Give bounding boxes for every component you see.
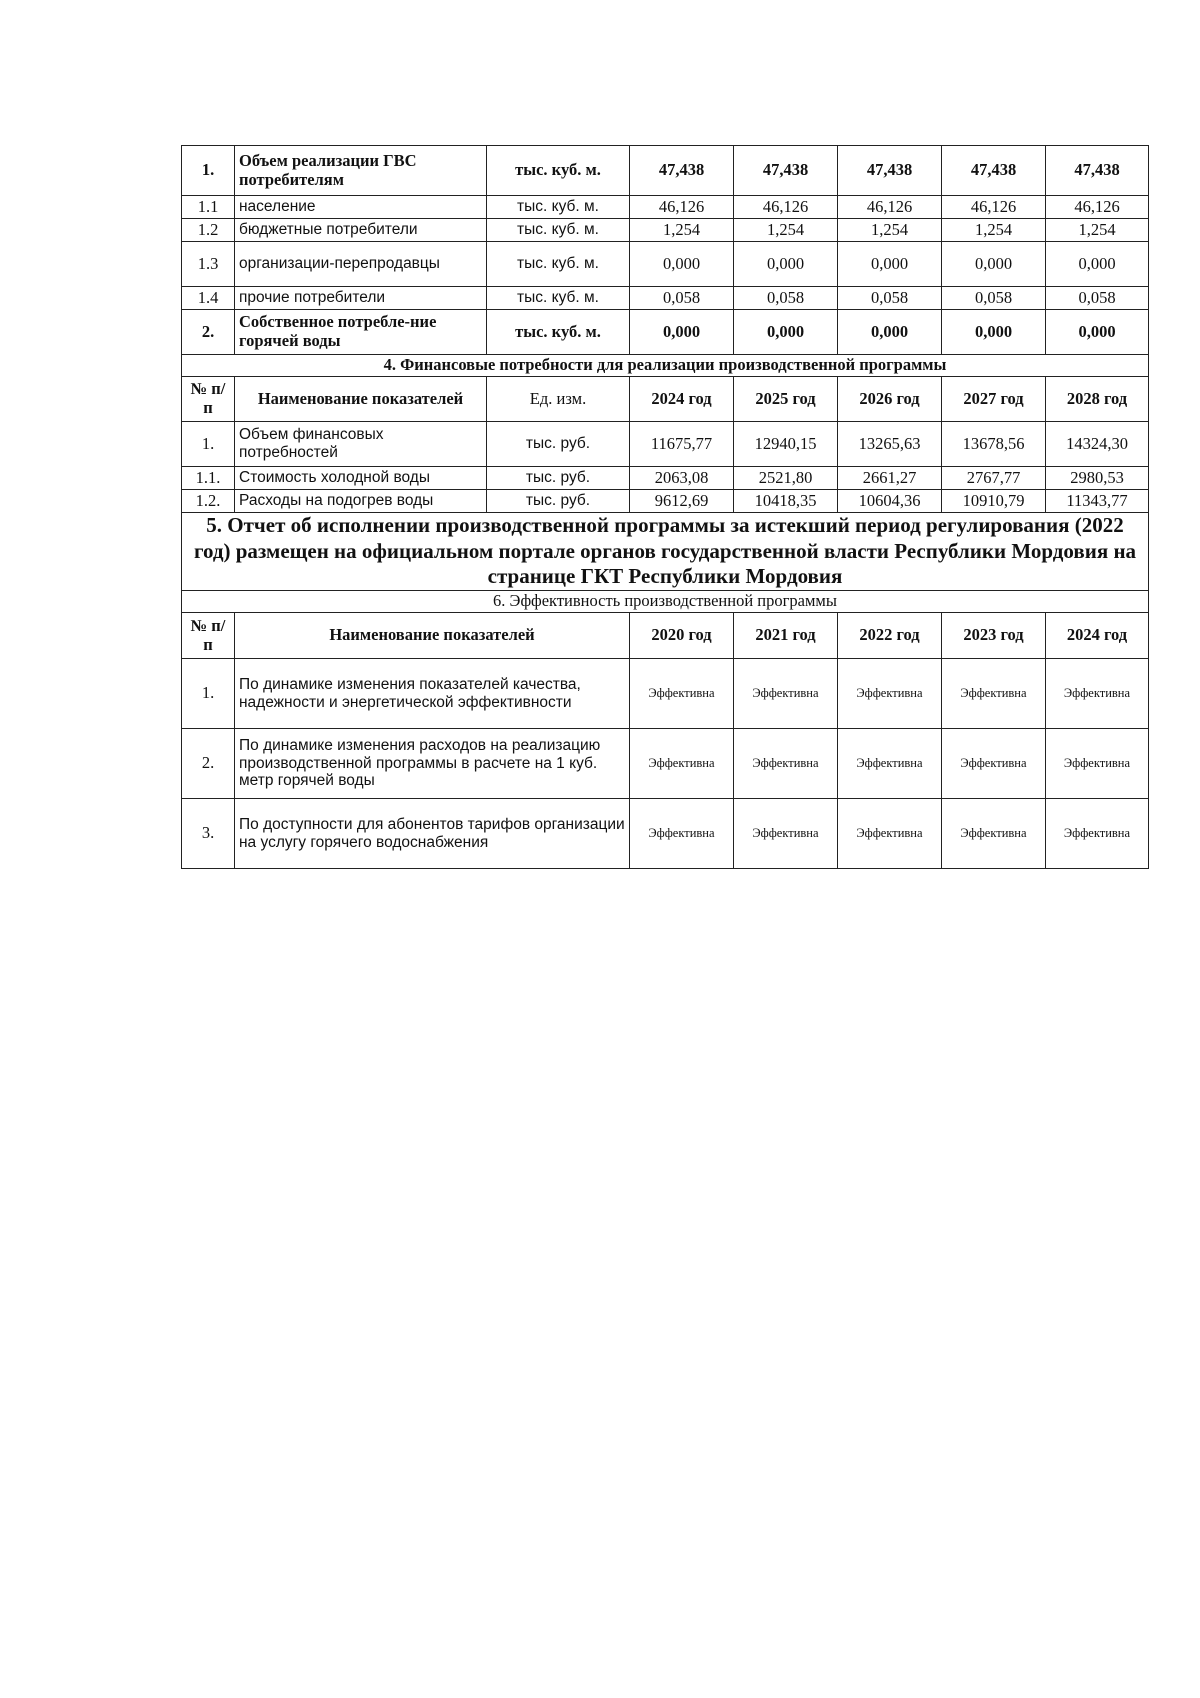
row-value: 1,254: [942, 219, 1046, 242]
table-header-row: [182, 613, 1149, 659]
header-year: 2025 год: [734, 377, 838, 422]
row-unit: тыс. руб.: [487, 422, 630, 467]
row-value: 2980,53: [1046, 467, 1149, 490]
row-name: Объем финансовых потребностей: [235, 422, 487, 467]
row-value: 0,000: [838, 242, 942, 287]
header-name: Наименование показателей: [235, 377, 487, 422]
row-value: 0,058: [942, 287, 1046, 310]
row-value: Эффективна: [1046, 729, 1149, 799]
table-row: [182, 242, 1149, 287]
header-year: 2028 год: [1046, 377, 1149, 422]
row-value: 10910,79: [942, 490, 1046, 513]
row-value: Эффективна: [942, 799, 1046, 869]
row-number: 1.3: [182, 242, 235, 287]
row-value: 9612,69: [630, 490, 734, 513]
table-header-row: [182, 377, 1149, 422]
table-row: [182, 146, 1149, 196]
row-unit: тыс. куб. м.: [487, 287, 630, 310]
row-name: По динамике изменения показателей качества, надежности и энергетической эффективности: [235, 659, 630, 729]
row-value: 1,254: [734, 219, 838, 242]
row-name: население: [235, 196, 487, 219]
row-name: прочие потребители: [235, 287, 487, 310]
header-year: 2026 год: [838, 377, 942, 422]
row-name: Расходы на подогрев воды: [235, 490, 487, 513]
header-year: 2021 год: [734, 613, 838, 659]
row-unit: тыс. куб. м.: [487, 146, 630, 196]
row-value: 0,000: [942, 310, 1046, 355]
row-number: 3.: [182, 799, 235, 869]
row-value: Эффективна: [942, 659, 1046, 729]
row-value: Эффективна: [942, 729, 1046, 799]
row-number: 1.1: [182, 196, 235, 219]
row-name: Стоимость холодной воды: [235, 467, 487, 490]
row-value: 46,126: [838, 196, 942, 219]
row-value: 11675,77: [630, 422, 734, 467]
row-value: 13265,63: [838, 422, 942, 467]
row-value: 0,000: [1046, 310, 1149, 355]
row-value: 0,000: [630, 310, 734, 355]
row-name: бюджетные потребители: [235, 219, 487, 242]
row-number: 1.4: [182, 287, 235, 310]
row-value: 0,000: [1046, 242, 1149, 287]
row-value: 11343,77: [1046, 490, 1149, 513]
row-unit: тыс. куб. м.: [487, 310, 630, 355]
table-row: [182, 422, 1149, 467]
row-name: Собственное потребле-ние горячей воды: [235, 310, 487, 355]
row-value: 2661,27: [838, 467, 942, 490]
row-value: Эффективна: [838, 729, 942, 799]
row-value: 0,058: [1046, 287, 1149, 310]
row-value: 0,000: [734, 310, 838, 355]
row-value: 0,000: [630, 242, 734, 287]
row-value: 47,438: [942, 146, 1046, 196]
row-value: 2521,80: [734, 467, 838, 490]
row-value: 1,254: [838, 219, 942, 242]
row-value: Эффективна: [734, 729, 838, 799]
header-year: 2024 год: [630, 377, 734, 422]
header-number: № п/п: [182, 377, 235, 422]
row-value: 2063,08: [630, 467, 734, 490]
table-row: [182, 310, 1149, 355]
header-unit: Ед. изм.: [487, 377, 630, 422]
row-value: Эффективна: [734, 659, 838, 729]
row-number: 1.: [182, 659, 235, 729]
table-row: [182, 287, 1149, 310]
row-value: 46,126: [942, 196, 1046, 219]
row-value: Эффективна: [838, 659, 942, 729]
row-value: 0,058: [630, 287, 734, 310]
section-title-row: [182, 355, 1149, 377]
table-row: [182, 659, 1149, 729]
row-unit: тыс. руб.: [487, 490, 630, 513]
row-number: 2.: [182, 729, 235, 799]
section-6-title: 6. Эффективность производственной программы: [182, 591, 1149, 613]
row-value: 0,000: [838, 310, 942, 355]
header-year: 2022 год: [838, 613, 942, 659]
row-value: 0,058: [838, 287, 942, 310]
row-value: 47,438: [1046, 146, 1149, 196]
row-value: 47,438: [838, 146, 942, 196]
row-value: 10604,36: [838, 490, 942, 513]
section-5-text: 5. Отчет об исполнении производственной программы за истекший период регулирования (2022 год) размещен на официальном портале органов государственной власти Республики Мордовия на странице ГКТ Республики Мордовия: [182, 513, 1149, 591]
section-4-title: 4. Финансовые потребности для реализации производственной программы: [182, 355, 1149, 377]
row-name: По доступности для абонентов тарифов организации на услугу горячего водоснабжения: [235, 799, 630, 869]
section-title-row: [182, 513, 1149, 591]
row-unit: тыс. куб. м.: [487, 219, 630, 242]
row-value: 10418,35: [734, 490, 838, 513]
table-row: [182, 490, 1149, 513]
table-row: [182, 799, 1149, 869]
row-value: Эффективна: [630, 799, 734, 869]
row-value: Эффективна: [630, 729, 734, 799]
row-unit: тыс. куб. м.: [487, 196, 630, 219]
row-value: Эффективна: [734, 799, 838, 869]
row-value: 46,126: [1046, 196, 1149, 219]
row-value: 0,000: [734, 242, 838, 287]
section-title-row: [182, 591, 1149, 613]
row-number: 1.1.: [182, 467, 235, 490]
table-row: [182, 467, 1149, 490]
row-value: Эффективна: [1046, 799, 1149, 869]
header-year: 2023 год: [942, 613, 1046, 659]
row-value: Эффективна: [838, 799, 942, 869]
row-unit: тыс. куб. м.: [487, 242, 630, 287]
row-value: 1,254: [1046, 219, 1149, 242]
row-number: 1.2.: [182, 490, 235, 513]
row-value: 0,000: [942, 242, 1046, 287]
row-number: 1.: [182, 422, 235, 467]
table-row: [182, 729, 1149, 799]
row-name: По динамике изменения расходов на реализацию производственной программы в расчете на 1 куб. метр горячей воды: [235, 729, 630, 799]
header-year: 2020 год: [630, 613, 734, 659]
header-year: 2027 год: [942, 377, 1046, 422]
row-name: Объем реализации ГВС потребителям: [235, 146, 487, 196]
row-value: Эффективна: [630, 659, 734, 729]
row-value: 14324,30: [1046, 422, 1149, 467]
row-value: 47,438: [734, 146, 838, 196]
row-value: 46,126: [734, 196, 838, 219]
row-value: 1,254: [630, 219, 734, 242]
row-value: 47,438: [630, 146, 734, 196]
header-name: Наименование показателей: [235, 613, 630, 659]
row-value: Эффективна: [1046, 659, 1149, 729]
header-year: 2024 год: [1046, 613, 1149, 659]
row-value: 46,126: [630, 196, 734, 219]
row-number: 1.: [182, 146, 235, 196]
table-row: [182, 196, 1149, 219]
row-number: 2.: [182, 310, 235, 355]
row-name: организации-перепродавцы: [235, 242, 487, 287]
row-value: 0,058: [734, 287, 838, 310]
row-value: 13678,56: [942, 422, 1046, 467]
row-number: 1.2: [182, 219, 235, 242]
table-row: [182, 219, 1149, 242]
program-table: [181, 145, 1149, 869]
row-unit: тыс. руб.: [487, 467, 630, 490]
row-value: 12940,15: [734, 422, 838, 467]
row-value: 2767,77: [942, 467, 1046, 490]
header-number: № п/п: [182, 613, 235, 659]
document-sheet: [181, 145, 1148, 869]
